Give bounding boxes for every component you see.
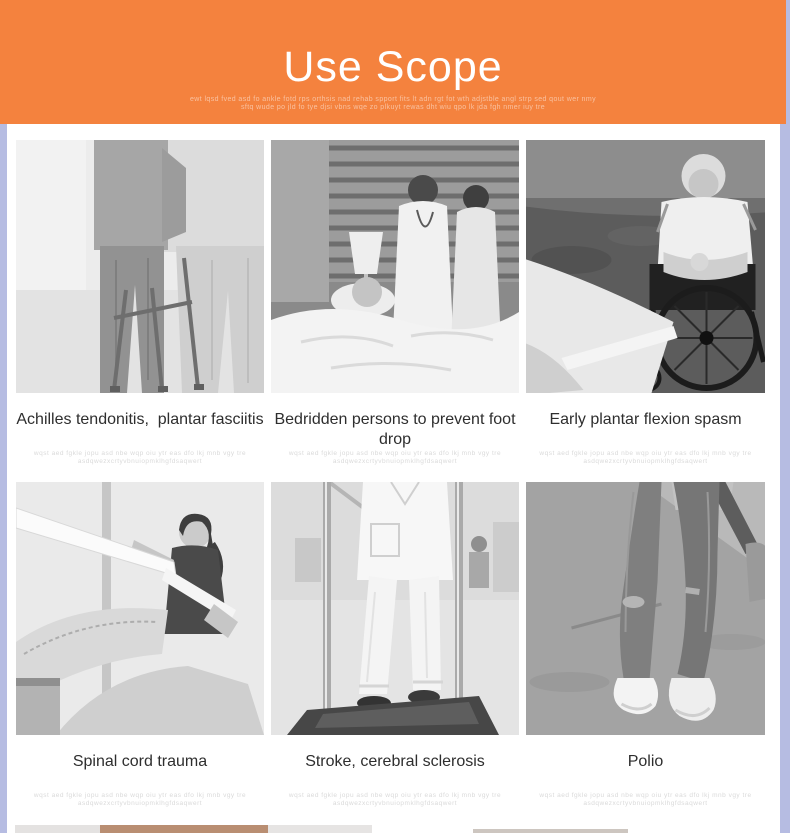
watermark-line: wqst aed fgkle jopu asd nbe wqp oiu ytr eas dfo lkj mnb vgy tre — [288, 792, 502, 799]
next-section-preview-segment — [15, 825, 100, 833]
watermark-line: asdqwezxcrtyvbnuiopmklhgfdsaqwert — [77, 800, 203, 807]
watermark-text — [271, 450, 519, 466]
next-section-preview-segment — [100, 825, 268, 833]
watermark-line: wqst aed fgkle jopu asd nbe wqp oiu ytr eas dfo lkj mnb vgy tre — [33, 450, 247, 457]
watermark-line: wqst aed fgkle jopu asd nbe wqp oiu ytr eas dfo lkj mnb vgy tre — [539, 792, 752, 799]
use-case-caption: Polio — [627, 753, 664, 770]
watermark-text — [526, 450, 765, 466]
watermark-line: asdqwezxcrtyvbnuiopmklhgfdsaqwert — [583, 800, 708, 807]
use-case-image-walking-frame — [16, 140, 264, 393]
use-case-image-wheelchair — [526, 140, 765, 466]
watermark-line: asdqwezxcrtyvbnuiopmklhgfdsaqwert — [583, 458, 708, 465]
next-section-preview-segment — [268, 825, 372, 833]
use-case-image-leg-stretch — [16, 482, 264, 735]
page-title: Use Scope — [283, 43, 503, 91]
use-case-card — [271, 482, 519, 808]
use-case-caption: Bedridden persons to prevent foot drop — [274, 411, 516, 448]
use-case-image-jeans-sneakers — [526, 482, 765, 735]
watermark-text — [271, 792, 519, 808]
use-case-card — [16, 140, 264, 466]
use-case-image-wheelchair-photo — [526, 140, 765, 393]
use-case-caption: Spinal cord trauma — [72, 753, 208, 770]
watermark-line: wqst aed fgkle jopu asd nbe wqp oiu ytr eas dfo lkj mnb vgy tre — [288, 450, 502, 457]
use-scope-header — [0, 0, 786, 124]
use-case-card — [526, 482, 765, 808]
watermark-text — [16, 792, 264, 808]
watermark-text — [16, 450, 264, 466]
watermark-line: asdqwezxcrtyvbnuiopmklhgfdsaqwert — [332, 458, 458, 465]
next-section-preview-segment — [473, 829, 628, 833]
use-case-caption: Early plantar flexion spasm — [549, 411, 742, 428]
use-case-caption: Stroke, cerebral sclerosis — [305, 753, 485, 770]
header-watermark-text — [0, 96, 786, 112]
watermark-text — [526, 792, 765, 808]
watermark-line: asdqwezxcrtyvbnuiopmklhgfdsaqwert — [77, 458, 203, 465]
use-case-card — [16, 482, 264, 808]
watermark-line: wqst aed fgkle jopu asd nbe wqp oiu ytr eas dfo lkj mnb vgy tre — [33, 792, 247, 799]
header-watermark-line: ewt lqsd fved asd fo ankle fotd rps orthsis nad rehab spport fits lt adn rgt fot wth adjstble angl strp sed qout wer nmy — [190, 96, 596, 103]
use-case-image-treadmill — [271, 482, 519, 735]
use-case-grid — [7, 124, 780, 824]
watermark-line: asdqwezxcrtyvbnuiopmklhgfdsaqwert — [332, 800, 458, 807]
header-watermark-line: sftq wude po jld fo tye djsi vbns wqe zo plkuyt rewas dht wiu qpo lk jda fgh nmer iuy tre — [240, 104, 546, 111]
use-scope-content-panel — [7, 124, 780, 833]
use-case-caption: Achilles tendonitis, plantar fasciitis — [16, 411, 264, 428]
use-case-card — [271, 140, 519, 466]
use-case-image-bedridden-patient — [271, 140, 519, 393]
watermark-line: wqst aed fgkle jopu asd nbe wqp oiu ytr eas dfo lkj mnb vgy tre — [539, 450, 752, 457]
